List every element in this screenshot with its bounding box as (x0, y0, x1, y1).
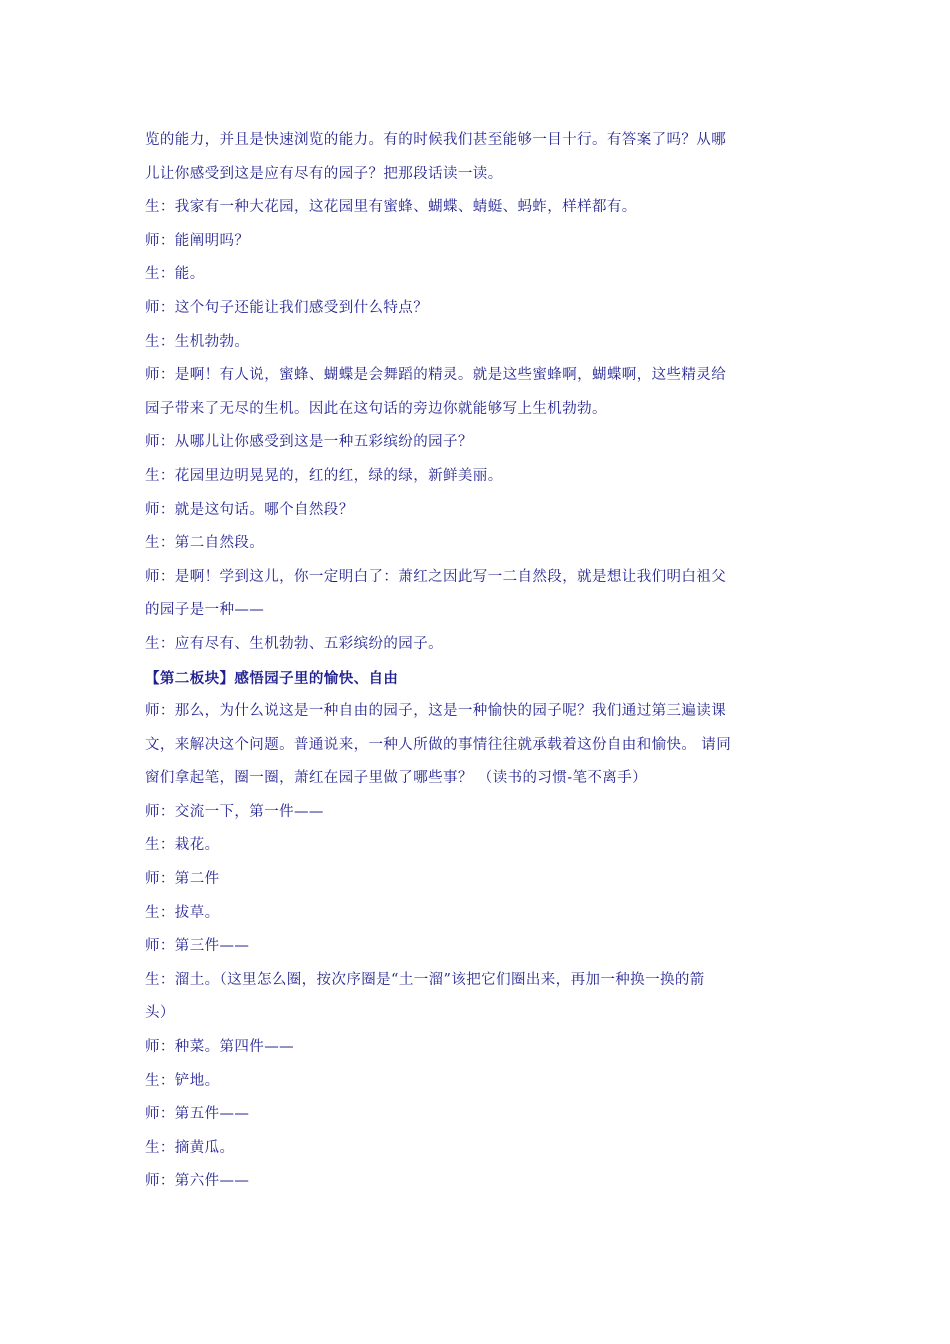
text-line: 览的能力，并且是快速浏览的能力。有的时候我们甚至能够一目十行。有答案了吗？从哪 (145, 132, 727, 148)
dialogue-line: 师：种菜。第四件—— (145, 1039, 294, 1056)
dialogue-line: 师：能阐明吗？ (145, 232, 250, 249)
dialogue-line: 生：铲地。 (145, 1072, 220, 1089)
section-heading: 【第二板块】感悟园子里的愉快、自由 (145, 669, 399, 687)
dialogue-line: 师：从哪儿让你感受到这是一种五彩缤纷的园子？ (145, 434, 473, 451)
dialogue-line: 的园子是一种—— (145, 602, 265, 619)
dialogue-line: 师：那么，为什么说这是一种自由的园子，这是一种愉快的园子呢？我们通过第三遍读课 (145, 703, 727, 720)
dialogue-line: 师：是啊！学到这儿，你一定明白了：萧红之因此写一二自然段，就是想让我们明白祖父 (145, 568, 727, 585)
dialogue-line: 生：拔草。 (145, 904, 220, 921)
dialogue-line: 师：是啊！有人说，蜜蜂、蝴蝶是会舞蹈的精灵。就是这些蜜蜂啊，蝴蝶啊，这些精灵给 (145, 367, 727, 384)
dialogue-line: 师：第三件—— (145, 938, 250, 955)
dialogue-line: 师：第六件—— (145, 1173, 250, 1190)
dialogue-line: 师：第五件—— (145, 1106, 250, 1123)
dialogue-line: 生：生机勃勃。 (145, 333, 250, 350)
dialogue-line: 生：栽花。 (145, 837, 220, 854)
dialogue-line: 生：我家有一种大花园，这花园里有蜜蜂、蝴蝶、蜻蜓、蚂蚱，样样都有。 (145, 199, 637, 216)
dialogue-line: 生：溜土。（这里怎么圈，按次序圈是“土一溜”该把它们圈出来，再加一种换一换的箭 (145, 971, 705, 988)
dialogue-line: 头） (145, 1005, 175, 1022)
dialogue-line: 师：就是这句话。哪个自然段？ (145, 501, 354, 518)
document-body (145, 124, 809, 1199)
dialogue-line: 师：交流一下，第一件—— (145, 803, 324, 820)
dialogue-line: 师：这个句子还能让我们感受到什么特点？ (145, 299, 429, 316)
dialogue-line: 文，来解决这个问题。普通说来，一种人所做的事情往往就承载着这份自由和愉快。 请同 (145, 736, 732, 753)
dialogue-line: 生：应有尽有、生机勃勃、五彩缤纷的园子。 (145, 635, 443, 652)
text-line: 儿让你感受到这是应有尽有的园子？把那段话读一读。 (145, 165, 503, 182)
dialogue-line: 园子带来了无尽的生机。因此在这句话的旁边你就能够写上生机勃勃。 (145, 400, 607, 417)
dialogue-line: 生：摘黄瓜。 (145, 1139, 235, 1156)
dialogue-line: 窗们拿起笔，圈一圈，萧红在园子里做了哪些事？ （读书的习惯-笔不离手） (145, 770, 648, 787)
dialogue-line: 生：第二自然段。 (145, 535, 265, 552)
dialogue-line: 师：第二件 (145, 871, 220, 888)
dialogue-line: 生：能。 (145, 266, 205, 283)
dialogue-line: 生：花园里边明晃晃的，红的红，绿的绿，新鲜美丽。 (145, 467, 503, 484)
